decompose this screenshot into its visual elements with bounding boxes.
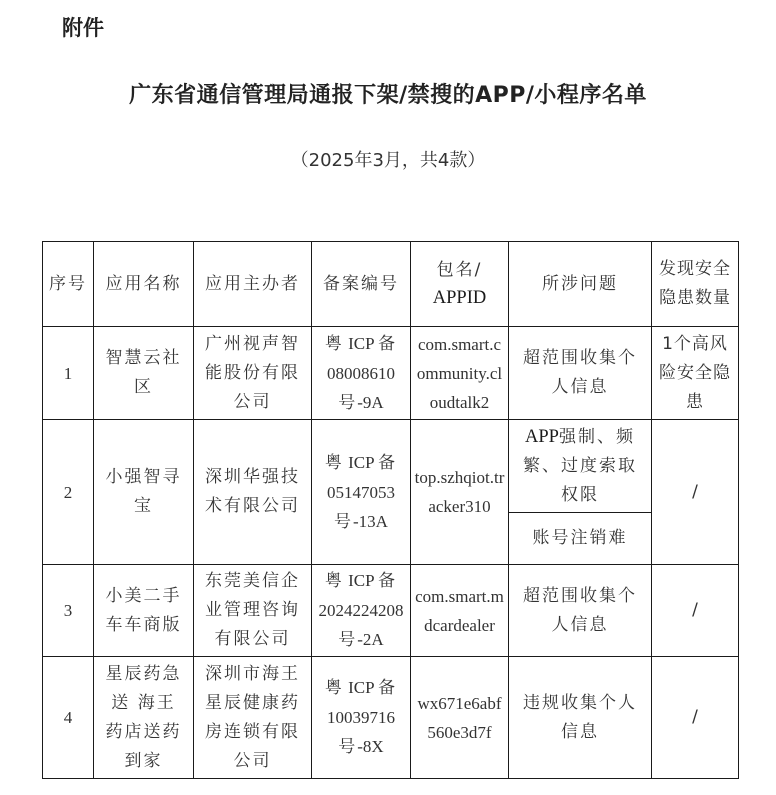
row-app-name: 小强智寻宝	[94, 420, 194, 565]
row-package: top.szhqiot.tracker310	[411, 420, 509, 565]
table-row	[43, 565, 739, 657]
row-index: 3	[43, 565, 94, 657]
row-icp: 粤 ICP 备 05147053 号-13A	[312, 420, 411, 565]
table-row	[43, 327, 739, 420]
header-icp: 备案编号	[312, 242, 411, 327]
header-risk	[652, 242, 739, 327]
document-title: 广东省通信管理局通报下架/禁搜的APP/小程序名单	[129, 83, 647, 108]
row-index: 1	[43, 327, 94, 420]
row-app-name: 智慧云社区	[94, 327, 194, 420]
row-icp: 粤 ICP 备 10039716 号-8X	[312, 657, 411, 779]
row-index: 4	[43, 657, 94, 779]
row-index: 2	[43, 420, 94, 565]
header-app-name: 应用名称	[94, 242, 194, 327]
row-operator: 广州视声智能股份有限公司	[194, 327, 312, 420]
row-issue: APP强制、频繁、过度索取权限	[509, 420, 652, 513]
row-icp: 粤 ICP 备 2024224208 号-2A	[312, 565, 411, 657]
row-app-name: 星辰药急送 海王药店送药到家	[94, 657, 194, 779]
row-issue: 违规收集个人信息	[509, 657, 652, 779]
header-package-line1: 包名/	[436, 260, 483, 280]
app-list-table	[42, 241, 739, 779]
row-package: wx671e6abf560e3d7f	[411, 657, 509, 779]
table-row	[43, 657, 739, 779]
row-operator: 深圳市海王星辰健康药房连锁有限公司	[194, 657, 312, 779]
row-operator: 深圳华强技术有限公司	[194, 420, 312, 565]
row-risk-count: /	[652, 420, 739, 565]
row-issue: 超范围收集个人信息	[509, 327, 652, 420]
header-issue: 所涉问题	[509, 242, 652, 327]
row-issue-secondary: 账号注销难	[509, 513, 652, 565]
row-operator: 东莞美信企业管理咨询有限公司	[194, 565, 312, 657]
row-package: com.smart.mdcardealer	[411, 565, 509, 657]
header-index: 序号	[43, 242, 94, 327]
row-app-name: 小美二手车车商版	[94, 565, 194, 657]
table-row	[43, 420, 739, 513]
row-risk-count: /	[652, 565, 739, 657]
attachment-label: 附件	[62, 16, 104, 40]
row-package: com.smart.community.cloudtalk2	[411, 327, 509, 420]
row-issue: 超范围收集个人信息	[509, 565, 652, 657]
header-package-line2: APPID	[432, 288, 487, 308]
table-header-row	[43, 242, 739, 327]
row-risk-count: 1个高风险安全隐患	[652, 327, 739, 420]
row-risk-count: /	[652, 657, 739, 779]
document-subtitle: （2025年3月，共4款）	[290, 150, 486, 171]
header-risk-line1: 发现安全	[659, 259, 731, 279]
header-risk-line2: 隐患数量	[659, 288, 731, 308]
header-package	[411, 242, 509, 327]
row-icp: 粤 ICP 备 08008610 号-9A	[312, 327, 411, 420]
header-operator: 应用主办者	[194, 242, 312, 327]
